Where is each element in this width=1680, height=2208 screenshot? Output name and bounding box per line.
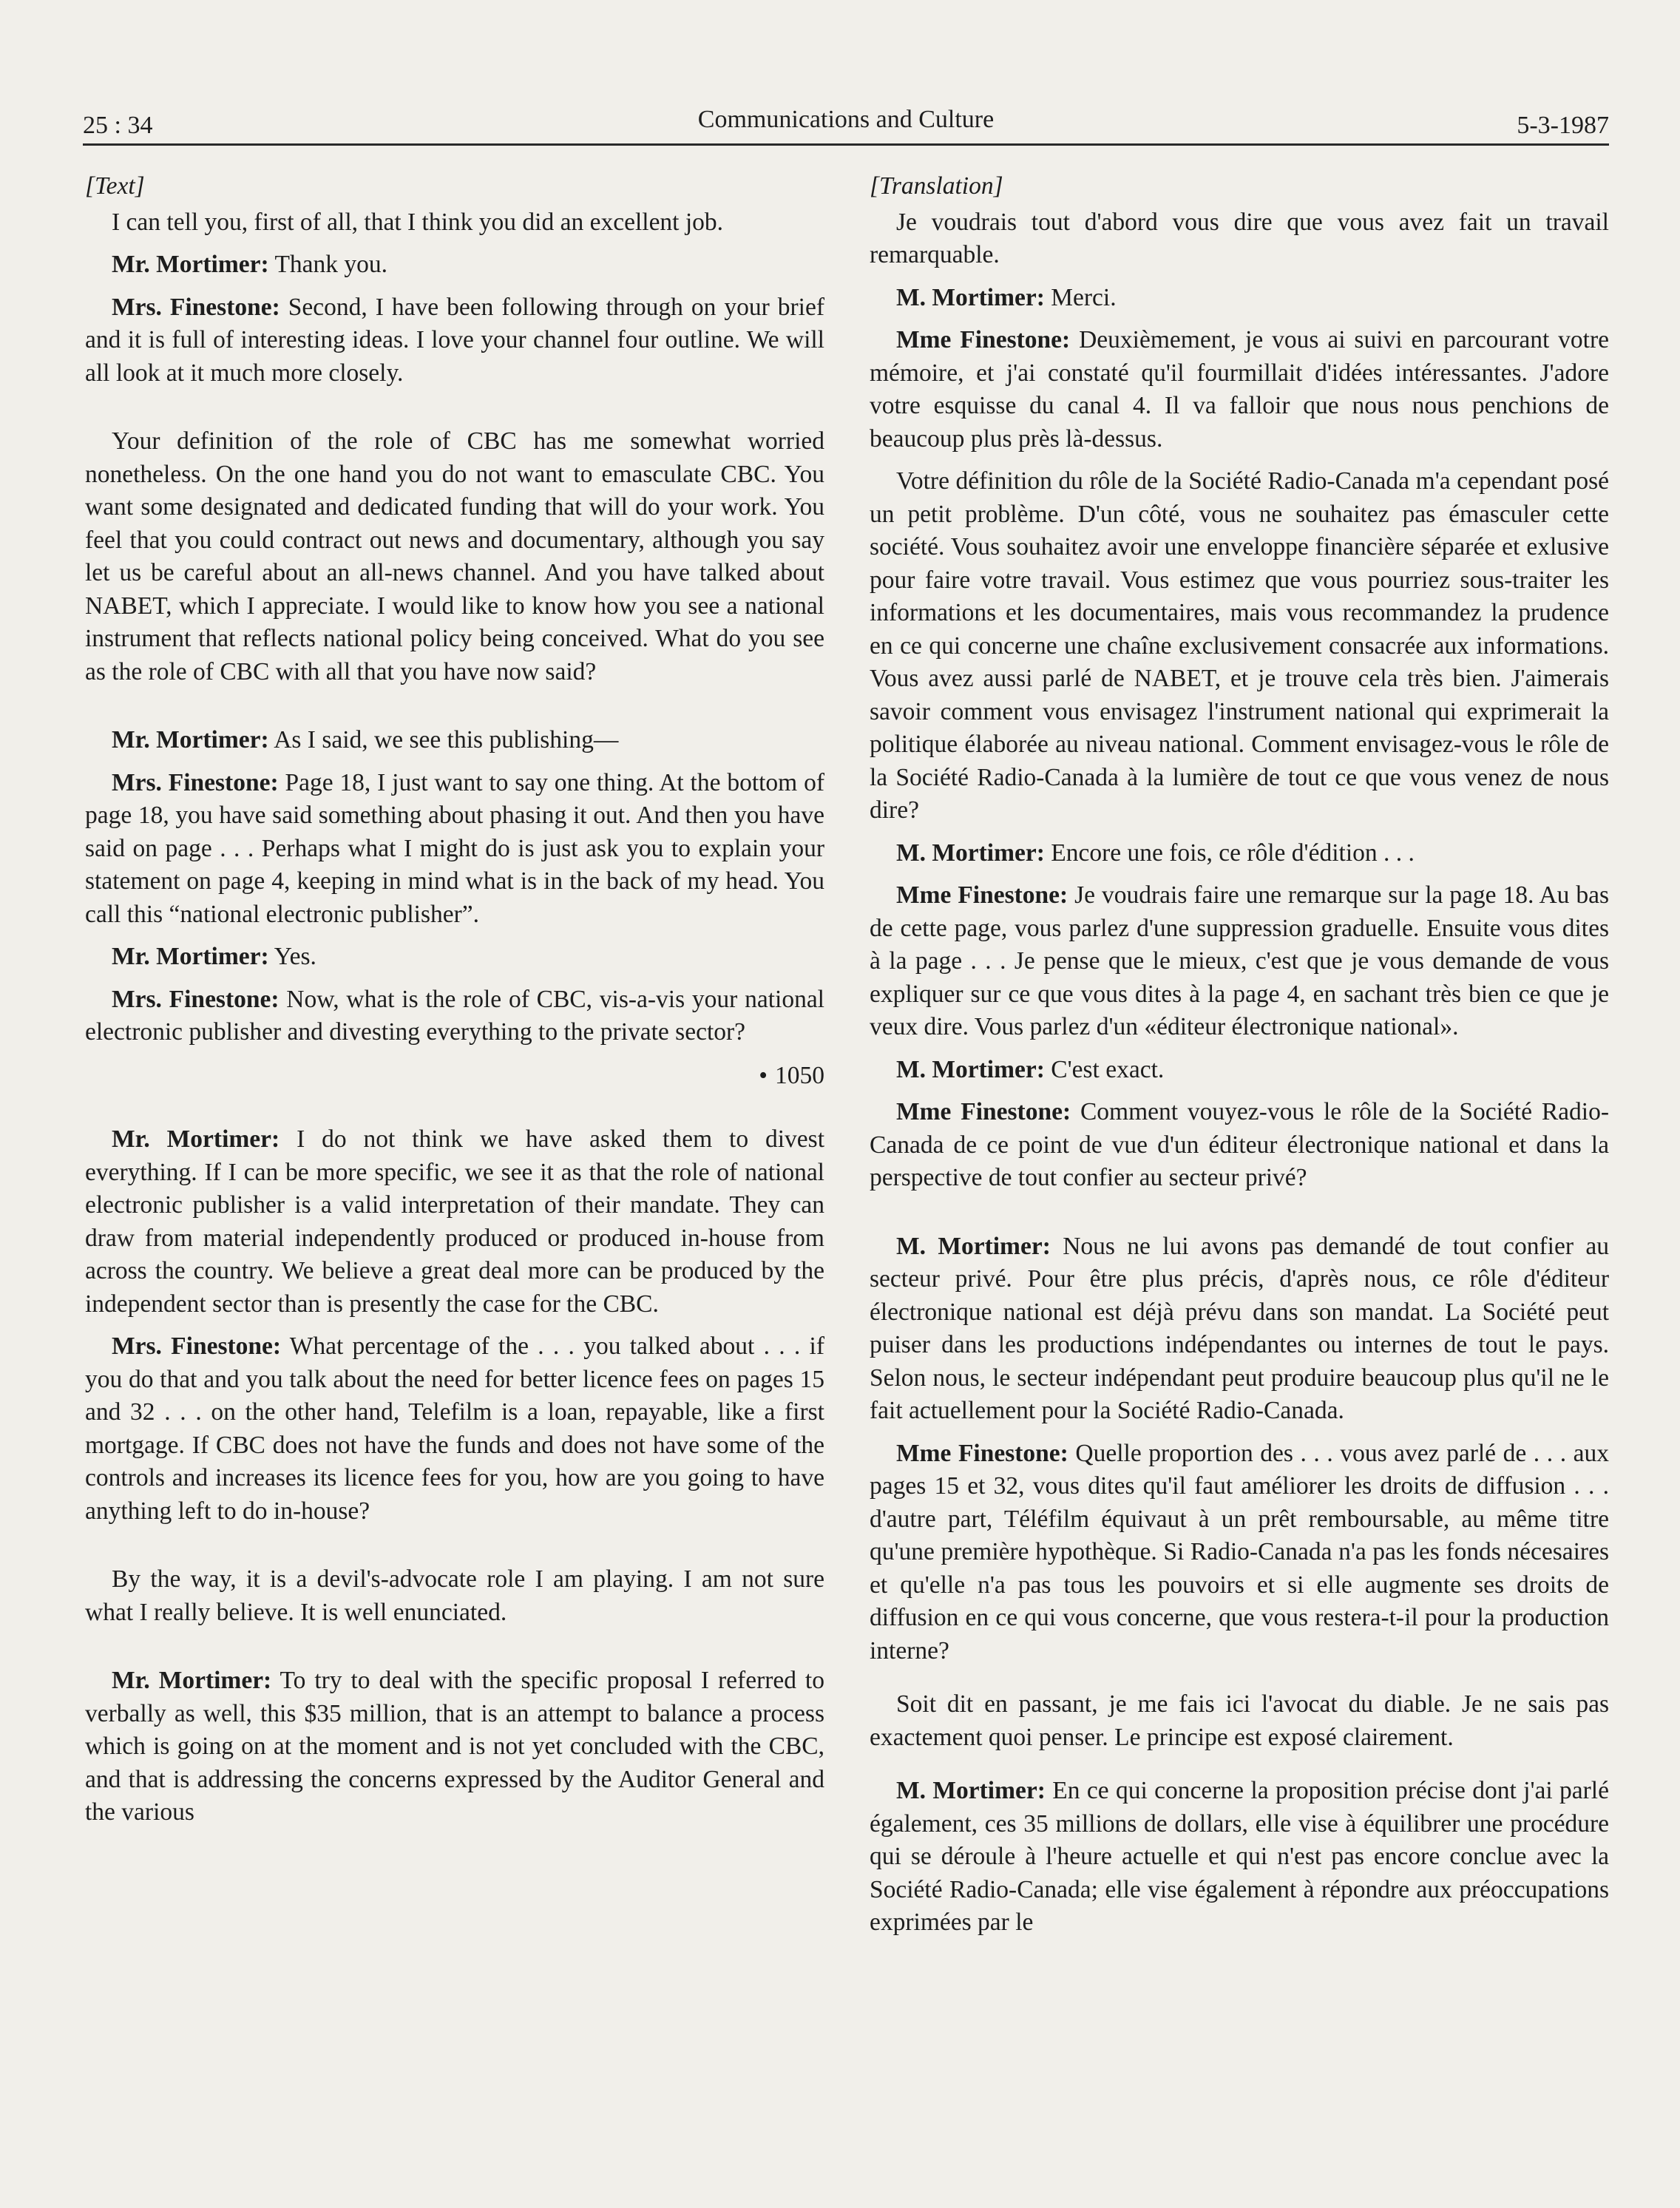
page-header	[83, 101, 1609, 146]
speaker: Mrs. Finestone:	[112, 768, 279, 796]
paragraph: Mr. Mortimer: Thank you.	[112, 251, 388, 278]
page-number: 25 : 34	[83, 112, 153, 139]
french-column	[870, 170, 1609, 1949]
paragraph: Mr. Mortimer: As I said, we see this publishing—	[112, 726, 619, 754]
paragraph: Your definition of the role of CBC has me somewhat worried nonetheless. On the one hand you do not want to emasculate CBC. You want some designated and dedicated funding that will do your work. You feel that you could contract out news and documentary, although you say let us be careful about an all-news channel. And you have talked about NABET, which I appreciate. I would like to know how you see a national instrument that reflects national policy being conceived. What do you see as the role of CBC with all that you have now said?	[85, 427, 824, 685]
paragraph: Soit dit en passant, je me fais ici l'avocat du diable. Je ne sais pas exactement quoi penser. Le principe est exposé clairement.	[870, 1690, 1609, 1751]
paragraph: Mme Finestone: Quelle proportion des . . . vous avez parlé de . . . aux pages 15 et 32, vous dites qu'il faut améliorer les droits de diffusion . . . d'autre part, Téléfilm équivaut à un prêt remboursable, au même titre qu'une première hypothèque. Si Radio-Canada n'a pas les fonds nécesaires et qu'elle n'a pas tous les pouvoirs et si elle augmente ses droits de diffusion en ce qui vous concerne, que vous restera-t-il pour la production interne?	[870, 1439, 1610, 1665]
speaker: Mr. Mortimer:	[112, 943, 269, 970]
paragraph: Mr. Mortimer: Yes.	[112, 943, 316, 970]
speaker: Mme Finestone:	[896, 1098, 1071, 1125]
speaker: M. Mortimer:	[896, 1232, 1051, 1260]
speaker: M. Mortimer:	[896, 1777, 1046, 1804]
paragraph: By the way, it is a devil's-advocate role I am playing. I am not sure what I really believe. It is well enunciated.	[85, 1565, 824, 1626]
speaker: Mrs. Finestone:	[112, 985, 280, 1013]
paragraph: Mrs. Finestone: Page 18, I just want to say one thing. At the bottom of page 18, you have said something about phasing it out. And then you have said on page . . . Perhaps what I might do is just ask you to explain your statement on page 4, keeping in mind what is in the back of my head. You call this “national electronic publisher”.	[85, 768, 824, 928]
speaker: M. Mortimer:	[896, 283, 1045, 311]
paragraph: M. Mortimer: En ce qui concerne la proposition précise dont j'ai parlé également, ces 35 millions de dollars, elle vise à équilibrer une procédure qui se déroule à l'heure actuelle et qui n'est pas encore conclue avec la Société Radio-Canada; elle vise également à répondre aux préoccupations exprimées par le	[870, 1777, 1609, 1936]
speaker: M. Mortimer:	[896, 1055, 1045, 1083]
paragraph: Mme Finestone: Je voudrais faire une remarque sur la page 18. Au bas de cette page, vous parlez d'une suppression graduelle. Ensuite vous dites à la page . . . Je pense que le mieux, c'est que je vous demande de vous expliquer sur ce que vous dites à la page 4, en sachant très bien ce que je veux dire. Vous parlez d'un «éditeur électronique national».	[870, 881, 1609, 1040]
paragraph: Votre définition du rôle de la Société Radio-Canada m'a cependant posé un petit problème. D'un côté, vous ne souhaitez pas émasculer cette société. Vous souhaitez avoir une enveloppe financière séparée et exlusive pour faire votre travail. Vous estimez que vous pourriez sous-traiter les informations et les documentaires, mais vous recommandez la prudence en ce qui concerne une chaîne exclusivement consacrée aux informations. Vous avez aussi parlé de NABET, et je trouve cela très bien. J'aimerais savoir comment vous envisagez l'instrument national qui exprimerait la politique élaborée au niveau national. Comment envisagez-vous le rôle de la Société Radio-Canada à la lumière de tout ce que vous venez de nous dire?	[870, 467, 1609, 824]
paragraph: M. Mortimer: Encore une fois, ce rôle d'édition . . .	[896, 839, 1415, 867]
paragraph: Mrs. Finestone: Now, what is the role of CBC, vis-a-vis your national electronic publisher and divesting everything to the private sector?	[85, 985, 824, 1046]
paragraph: Mme Finestone: Deuxièmement, je vous ai suivi en parcourant votre mémoire, et j'ai constaté qu'il fourmillait d'idées intéressantes. J'adore votre esquisse du canal 4. Il va falloir que nous nous penchions de beaucoup plus près là-dessus.	[870, 326, 1609, 453]
paragraph: Mme Finestone: Comment vouyez-vous le rôle de la Société Radio-Canada de ce point de vue d'un éditeur électronique national et dans la perspective de tout confier au secteur privé?	[870, 1098, 1609, 1191]
time-marker: • 1050	[759, 1061, 824, 1089]
text-tag: [Text]	[85, 172, 145, 200]
running-title: Communications and Culture	[697, 106, 995, 133]
paragraph: M. Mortimer: C'est exact.	[896, 1055, 1165, 1083]
speaker: Mr. Mortimer:	[112, 726, 269, 754]
speaker: M. Mortimer:	[896, 839, 1045, 867]
speaker: Mr. Mortimer:	[112, 251, 269, 278]
paragraph: Je voudrais tout d'abord vous dire que vous avez fait un travail remarquable.	[870, 208, 1609, 268]
speaker: Mme Finestone:	[896, 881, 1068, 909]
speaker: Mrs. Finestone:	[112, 1332, 282, 1360]
paragraph: Mrs. Finestone: Second, I have been following through on your brief and it is full of interesting ideas. I love your channel four outline. We will all look at it much more closely.	[85, 293, 824, 387]
speaker: Mme Finestone:	[896, 326, 1071, 353]
paragraph: M. Mortimer: Merci.	[896, 283, 1117, 311]
paragraph: M. Mortimer: Nous ne lui avons pas demandé de tout confier au secteur privé. Pour être plus précis, d'après nous, ce rôle d'éditeur électronique national est déjà prévu dans son mandat. La Société peut puiser dans les productions indépendantes ou internes de tout le pays. Selon nous, le secteur indépendant peut produire beaucoup plus qu'il ne le fait actuellement pour la Société Radio-Canada.	[870, 1232, 1609, 1424]
paragraph: Mr. Mortimer: To try to deal with the specific proposal I referred to verbally as well, this $35 million, that is an attempt to balance a process which is going on at the moment and is not yet concluded with the CBC, and that is addressing the concerns expressed by the Auditor General and the various	[85, 1667, 824, 1826]
bullet-icon: •	[759, 1061, 768, 1089]
speaker: Mme Finestone:	[896, 1439, 1068, 1467]
speaker: Mrs. Finestone:	[112, 293, 280, 321]
page-date: 5-3-1987	[1517, 112, 1609, 139]
paragraph: Mrs. Finestone: What percentage of the . . . you talked about . . . if you do that and you talk about the need for better licence fees on pages 15 and 32 . . . on the other hand, Telefilm is a loan, repayable, like a first mortgage. If CBC does not have the funds and does not have some of the controls and increases its licence fees for you, how are you going to have anything left to do in-house?	[85, 1332, 824, 1525]
english-column	[85, 170, 824, 1839]
paragraph: I can tell you, first of all, that I think you did an excellent job.	[112, 208, 724, 236]
speaker: Mr. Mortimer:	[112, 1125, 280, 1153]
translation-tag: [Translation]	[870, 172, 1003, 200]
speaker: Mr. Mortimer:	[112, 1667, 272, 1694]
paragraph: Mr. Mortimer: I do not think we have asked them to divest everything. If I can be more specific, we see it as that the role of national electronic publisher is a valid interpretation of their mandate. They can draw from material independently produced or produced in-house from across the country. We believe a great deal more can be produced by the independent sector than is presently the case for the CBC.	[85, 1125, 825, 1318]
